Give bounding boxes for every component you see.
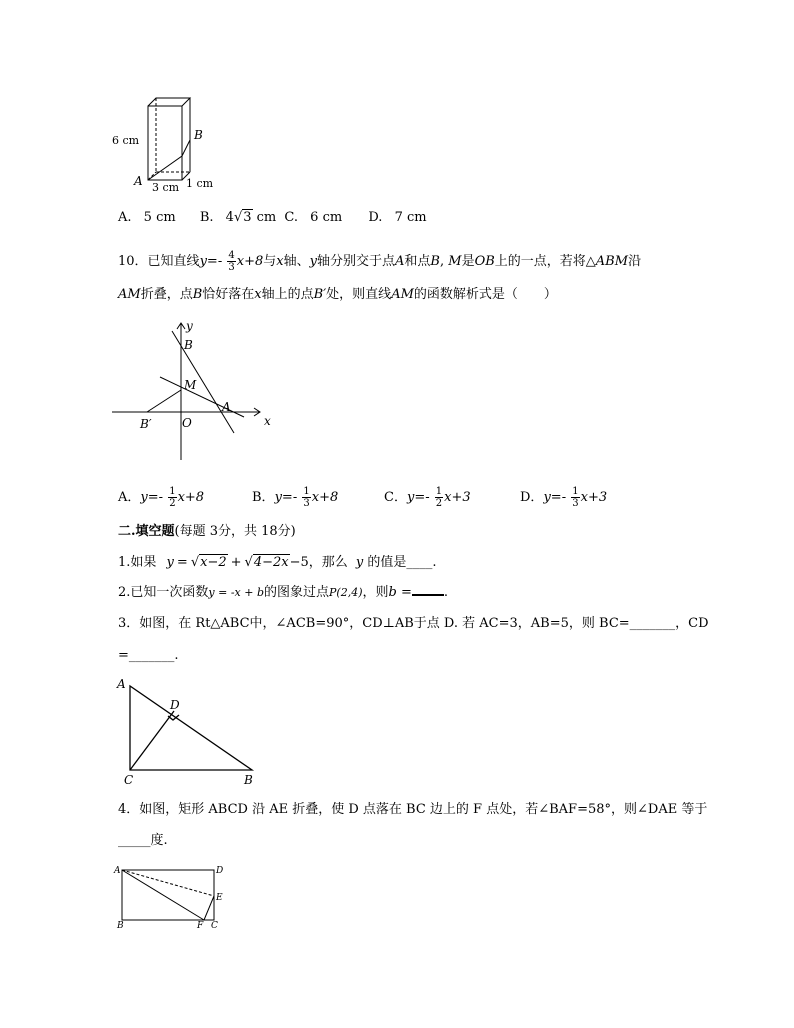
q10-option-d: D．y=- $\frac{1}{3}$ x+3 — [520, 486, 608, 509]
q10-fraction: $\frac{4}{3}$ — [228, 250, 235, 273]
fill-question-4-line2: _____度. — [118, 833, 168, 848]
q10-line1: 10．已知直线y=- $\frac{4}{3}$ x+8与x轴、y轴分别交于点A和点B, M是OB上的一点，若将△ABM沿 — [118, 250, 642, 273]
fig10-label-bprime: B′ — [140, 417, 152, 431]
q10-coordinate-figure — [112, 315, 282, 465]
fig3-label-c: C — [124, 773, 134, 787]
fig4-label-c: C — [211, 921, 218, 931]
fig3-label-b: B — [244, 773, 253, 787]
q9-options — [118, 210, 427, 226]
box-figure — [112, 94, 222, 194]
fig4-label-d: D — [216, 866, 224, 876]
label-3cm: 3 cm — [152, 181, 180, 194]
fill-question-3-line1: 3．如图，在 Rt△ABC中，∠ACB=90°，CD⊥AB于点 D. 若 AC=3，AB=5，则 BC=_______，CD — [118, 616, 709, 631]
q9-option-b: 4√3 cm — [225, 210, 277, 225]
label-1cm: 1 cm — [186, 177, 214, 190]
q10-line2: AM折叠，点B恰好落在x轴上的点B′处，则直线AM的函数解析式是（ ） — [118, 287, 557, 302]
q9-option-c-label: C. — [284, 210, 299, 225]
fig10-label-o: O — [182, 416, 192, 430]
q9-option-a-label: A. — [118, 210, 132, 225]
fig4-label-e: E — [216, 893, 223, 903]
q10-option-c: C．y=- $\frac{1}{2}$ x+3 — [384, 486, 471, 509]
label-a: A — [134, 174, 143, 188]
fill-question-1: 1.如果 y = √x−2 + √4−2x−5，那么 y 的值是____. — [118, 555, 437, 570]
fill-question-4-line1: 4．如图，矩形 ABCD 沿 AE 折叠，使 D 点落在 BC 边上的 F 点处，若∠BAF=58°，则∠DAE 等于 — [118, 802, 708, 817]
fill-question-2: 2.已知一次函数y = -x + b的图象过点P(2,4)，则b = . — [118, 585, 449, 600]
q10-option-b: B．y=- $\frac{1}{3}$ x+8 — [252, 486, 339, 509]
fig3-label-d: D — [170, 698, 180, 712]
fig10-label-x: x — [264, 414, 271, 428]
q9-option-b-label: B. — [199, 210, 214, 225]
q9-option-d-label: D. — [368, 210, 383, 225]
q10-option-a: A．y=- $\frac{1}{2}$ x+8 — [118, 486, 205, 509]
section-title: 二.填空题(每题 3分，共 18分) — [118, 524, 296, 539]
fig10-label-b: B — [184, 338, 193, 352]
fig4-label-f: F — [197, 921, 204, 931]
q9-option-d: 7 cm — [394, 210, 427, 225]
label-b: B — [194, 128, 203, 142]
fill-2-blank[interactable] — [412, 594, 444, 596]
fig10-label-y: y — [186, 319, 193, 333]
q9-option-a: 5 cm — [143, 210, 176, 225]
right-triangle-figure — [112, 674, 262, 792]
fig10-label-a: A — [222, 400, 231, 414]
fig4-label-b: B — [117, 921, 124, 931]
fig3-label-a: A — [117, 677, 126, 691]
q9-option-c: 6 cm — [310, 210, 343, 225]
rectangle-fold-figure — [112, 862, 232, 932]
fig10-label-m: M — [184, 378, 197, 392]
fill-question-3-line2: =_______. — [118, 648, 179, 663]
fig4-label-a: A — [114, 866, 121, 876]
label-6cm: 6 cm — [112, 134, 140, 147]
